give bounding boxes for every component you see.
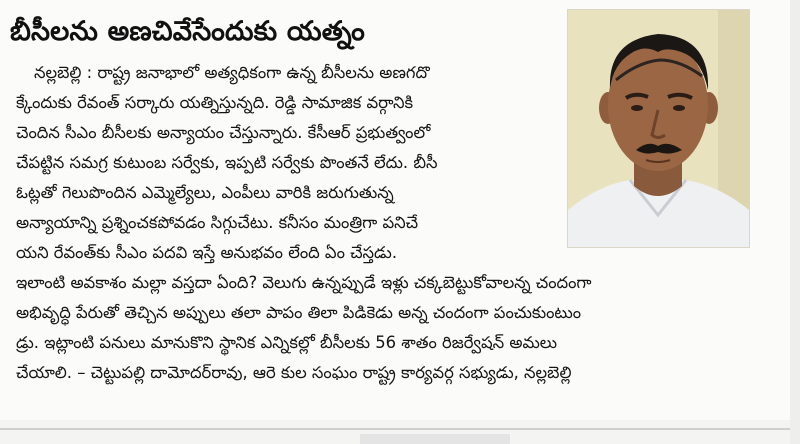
article-body-line: యని రేవంత్‌కు సీఎం పదవి ఇస్తే అనుభవం లేంది ఏం చేస్తడు. [16,243,398,262]
article-body-line: అభివృద్ధి పేరుతో తెచ్చిన అప్పులు తలా పాపం తిలా పిడికెడు అన్న చందంగా పంచుకుంటుం [16,303,582,322]
article-body-line: చేపట్టిన సమగ్ర కుటుంబ సర్వేకు, ఇప్పటి సర్వేకు పొంతనే లేదు. బీసీ [16,153,438,172]
page-edge [790,0,800,444]
portrait-photo-icon [568,10,749,247]
article-body-line: అన్యాయాన్ని ప్రశ్నించకపోవడం సిగ్గుచేటు. కనీసం మంత్రిగా పనిచే [16,213,419,232]
article-body-line: డ్రు. ఇట్లాంటి పనులు మానుకొని స్థానిక ఎన్నికల్లో బీసీలకు 56 శాతం రిజర్వేషన్ అమలు [16,333,558,352]
article-body-line: క్కేందుకు రేవంత్ సర్కారు యత్నిస్తున్నది. రెడ్డి సామాజిక వర్గానికి [16,93,414,112]
article-body-line: ఇలాంటి అవకాశం మల్లా వస్తదా ఏంది? వెలుగు ఉన్నప్పుడే ఇళ్లు చక్కబెట్టుకోవాలన్న చందంగా [16,273,592,292]
article-body-line: చెందిన సీఎం బీసీలకు అన్యాయం చేస్తున్నారు. కేసీఆర్ ప్రభుత్వంలో [16,123,431,142]
article-body-line: నల్లబెల్లి : రాష్ట్ర జనాభాలో అత్యధికంగా ఉన్న బీసీలను అణగదొ [34,63,430,82]
portrait-photo [567,9,750,248]
article-body-line-signature: చేయాలి. – చెట్టుపల్లి దామోదర్‌రావు, ఆరె కుల సంఘం రాష్ట్ర కార్యవర్గ సభ్యుడు, నల్లబెల్లి [16,363,572,382]
article-headline: బీసీలను అణచివేసేందుకు యత్నం [10,16,366,47]
page-divider [0,428,800,430]
article-body-line: ఓట్లతో గెలుపొందిన ఎమ్మెల్యేలు, ఎంపీలు వారికి జరుగుతున్న [16,183,394,202]
next-article-photo-edge [360,434,510,444]
